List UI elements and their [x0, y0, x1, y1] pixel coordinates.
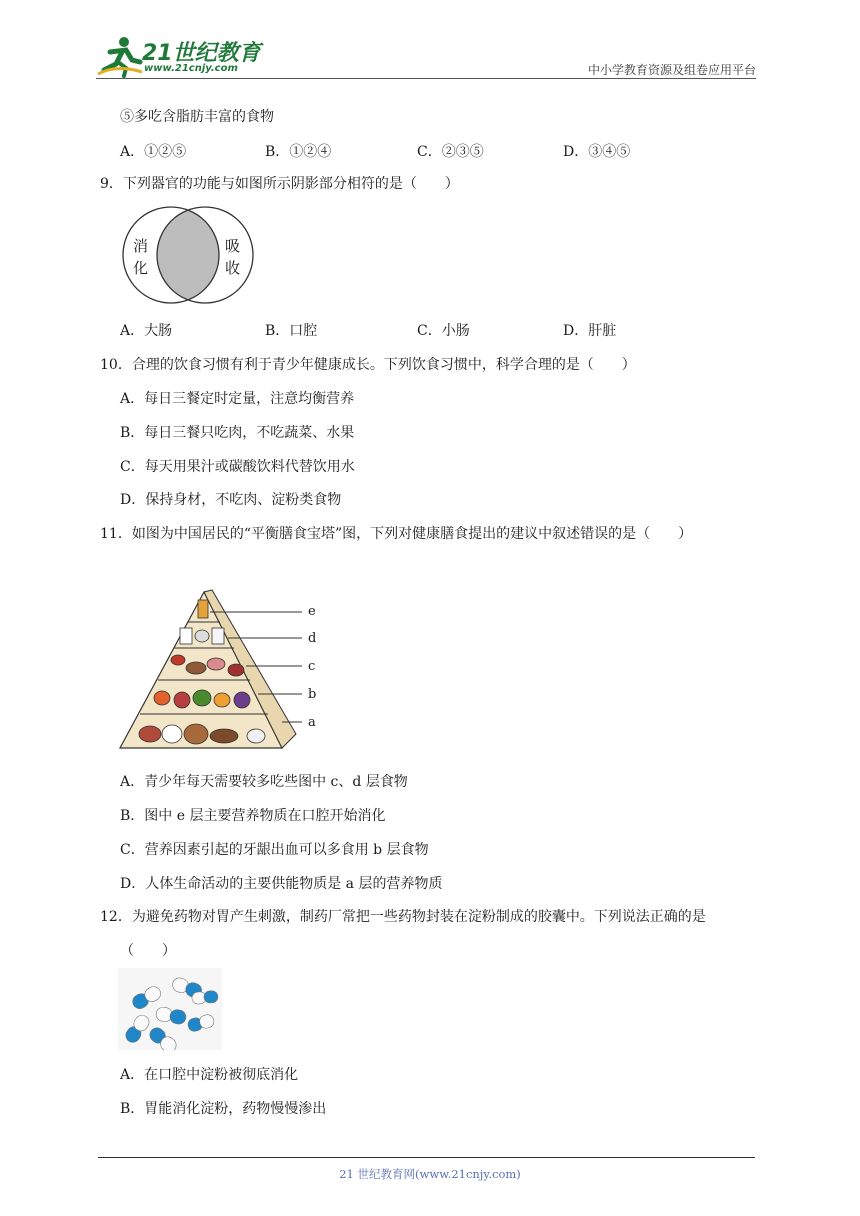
venn-right-char-2: 收 [225, 259, 241, 277]
q8-option-a: A．①②⑤ [120, 144, 187, 160]
footer-text: 21 世纪教育网(www.21cnjy.com) [339, 1167, 521, 1181]
q11-option-c: C．营养因素引起的牙龈出血可以多食用 b 层食物 [120, 842, 429, 858]
pyramid-label-e: e [308, 604, 316, 619]
venn-left-char-2: 化 [133, 259, 149, 277]
q8-option-d: D．③④⑤ [563, 144, 631, 160]
q8-option-c: C．②③⑤ [417, 144, 484, 160]
q9-option-b: B．口腔 [265, 323, 318, 339]
q10-option-d: D．保持身材，不吃肉、淀粉类食物 [120, 492, 342, 508]
q8-item-5: ⑤多吃含脂肪丰富的食物 [120, 109, 274, 125]
q11-option-a: A．青少年每天需要较多吃些图中 c、d 层食物 [120, 774, 408, 790]
footer-divider [98, 1157, 755, 1158]
q9-stem: 9．下列器官的功能与如图所示阴影部分相符的是（ ） [100, 176, 459, 192]
pyramid-label-d: d [308, 631, 317, 646]
venn-right-char-1: 吸 [225, 237, 241, 255]
q11-option-b: B．图中 e 层主要营养物质在口腔开始消化 [120, 808, 386, 824]
pyramid-label-b: b [308, 687, 317, 702]
q12-stem-continuation: （ ） [120, 943, 176, 959]
q11-stem: 11．如图为中国居民的“平衡膳食宝塔”图，下列对健康膳食提出的建议中叙述错误的是（ ） [100, 526, 693, 542]
logo-text: 21世纪教育 [142, 41, 261, 66]
q9-option-d: D．肝脏 [563, 323, 617, 339]
q9-option-a: A．大肠 [120, 323, 173, 339]
capsules-image [118, 968, 222, 1050]
page-header [96, 34, 756, 80]
q10-option-c: C．每天用果汁或碳酸饮料代替饮用水 [120, 459, 355, 475]
q12-option-a: A．在口腔中淀粉被彻底消化 [120, 1067, 299, 1083]
logo-url: www.21cnjy.com [144, 63, 238, 74]
pyramid-label-a: a [308, 715, 316, 730]
venn-left-char-1: 消 [133, 237, 149, 255]
header-platform-text: 中小学教育资源及组卷应用平台 [587, 63, 756, 77]
q12-option-b: B．胃能消化淀粉，药物慢慢渗出 [120, 1101, 327, 1117]
q10-option-b: B．每日三餐只吃肉，不吃蔬菜、水果 [120, 425, 355, 441]
header-divider [96, 78, 756, 79]
q11-option-d: D．人体生命活动的主要供能物质是 a 层的营养物质 [120, 876, 443, 892]
q12-stem: 12．为避免药物对胃产生刺激，制药厂常把一些药物封装在淀粉制成的胶囊中。下列说法正确的是 [100, 909, 706, 925]
pyramid-label-c: c [308, 659, 316, 674]
q10-stem: 10．合理的饮食习惯有利于青少年健康成长。下列饮食习惯中，科学合理的是（ ） [100, 357, 636, 373]
q10-option-a: A．每日三餐定时定量，注意均衡营养 [120, 391, 355, 407]
logo [96, 34, 266, 78]
q8-option-b: B．①②④ [265, 144, 332, 160]
runner-logo-icon [96, 34, 144, 78]
food-pyramid-image [118, 588, 328, 754]
q9-option-c: C．小肠 [417, 323, 470, 339]
